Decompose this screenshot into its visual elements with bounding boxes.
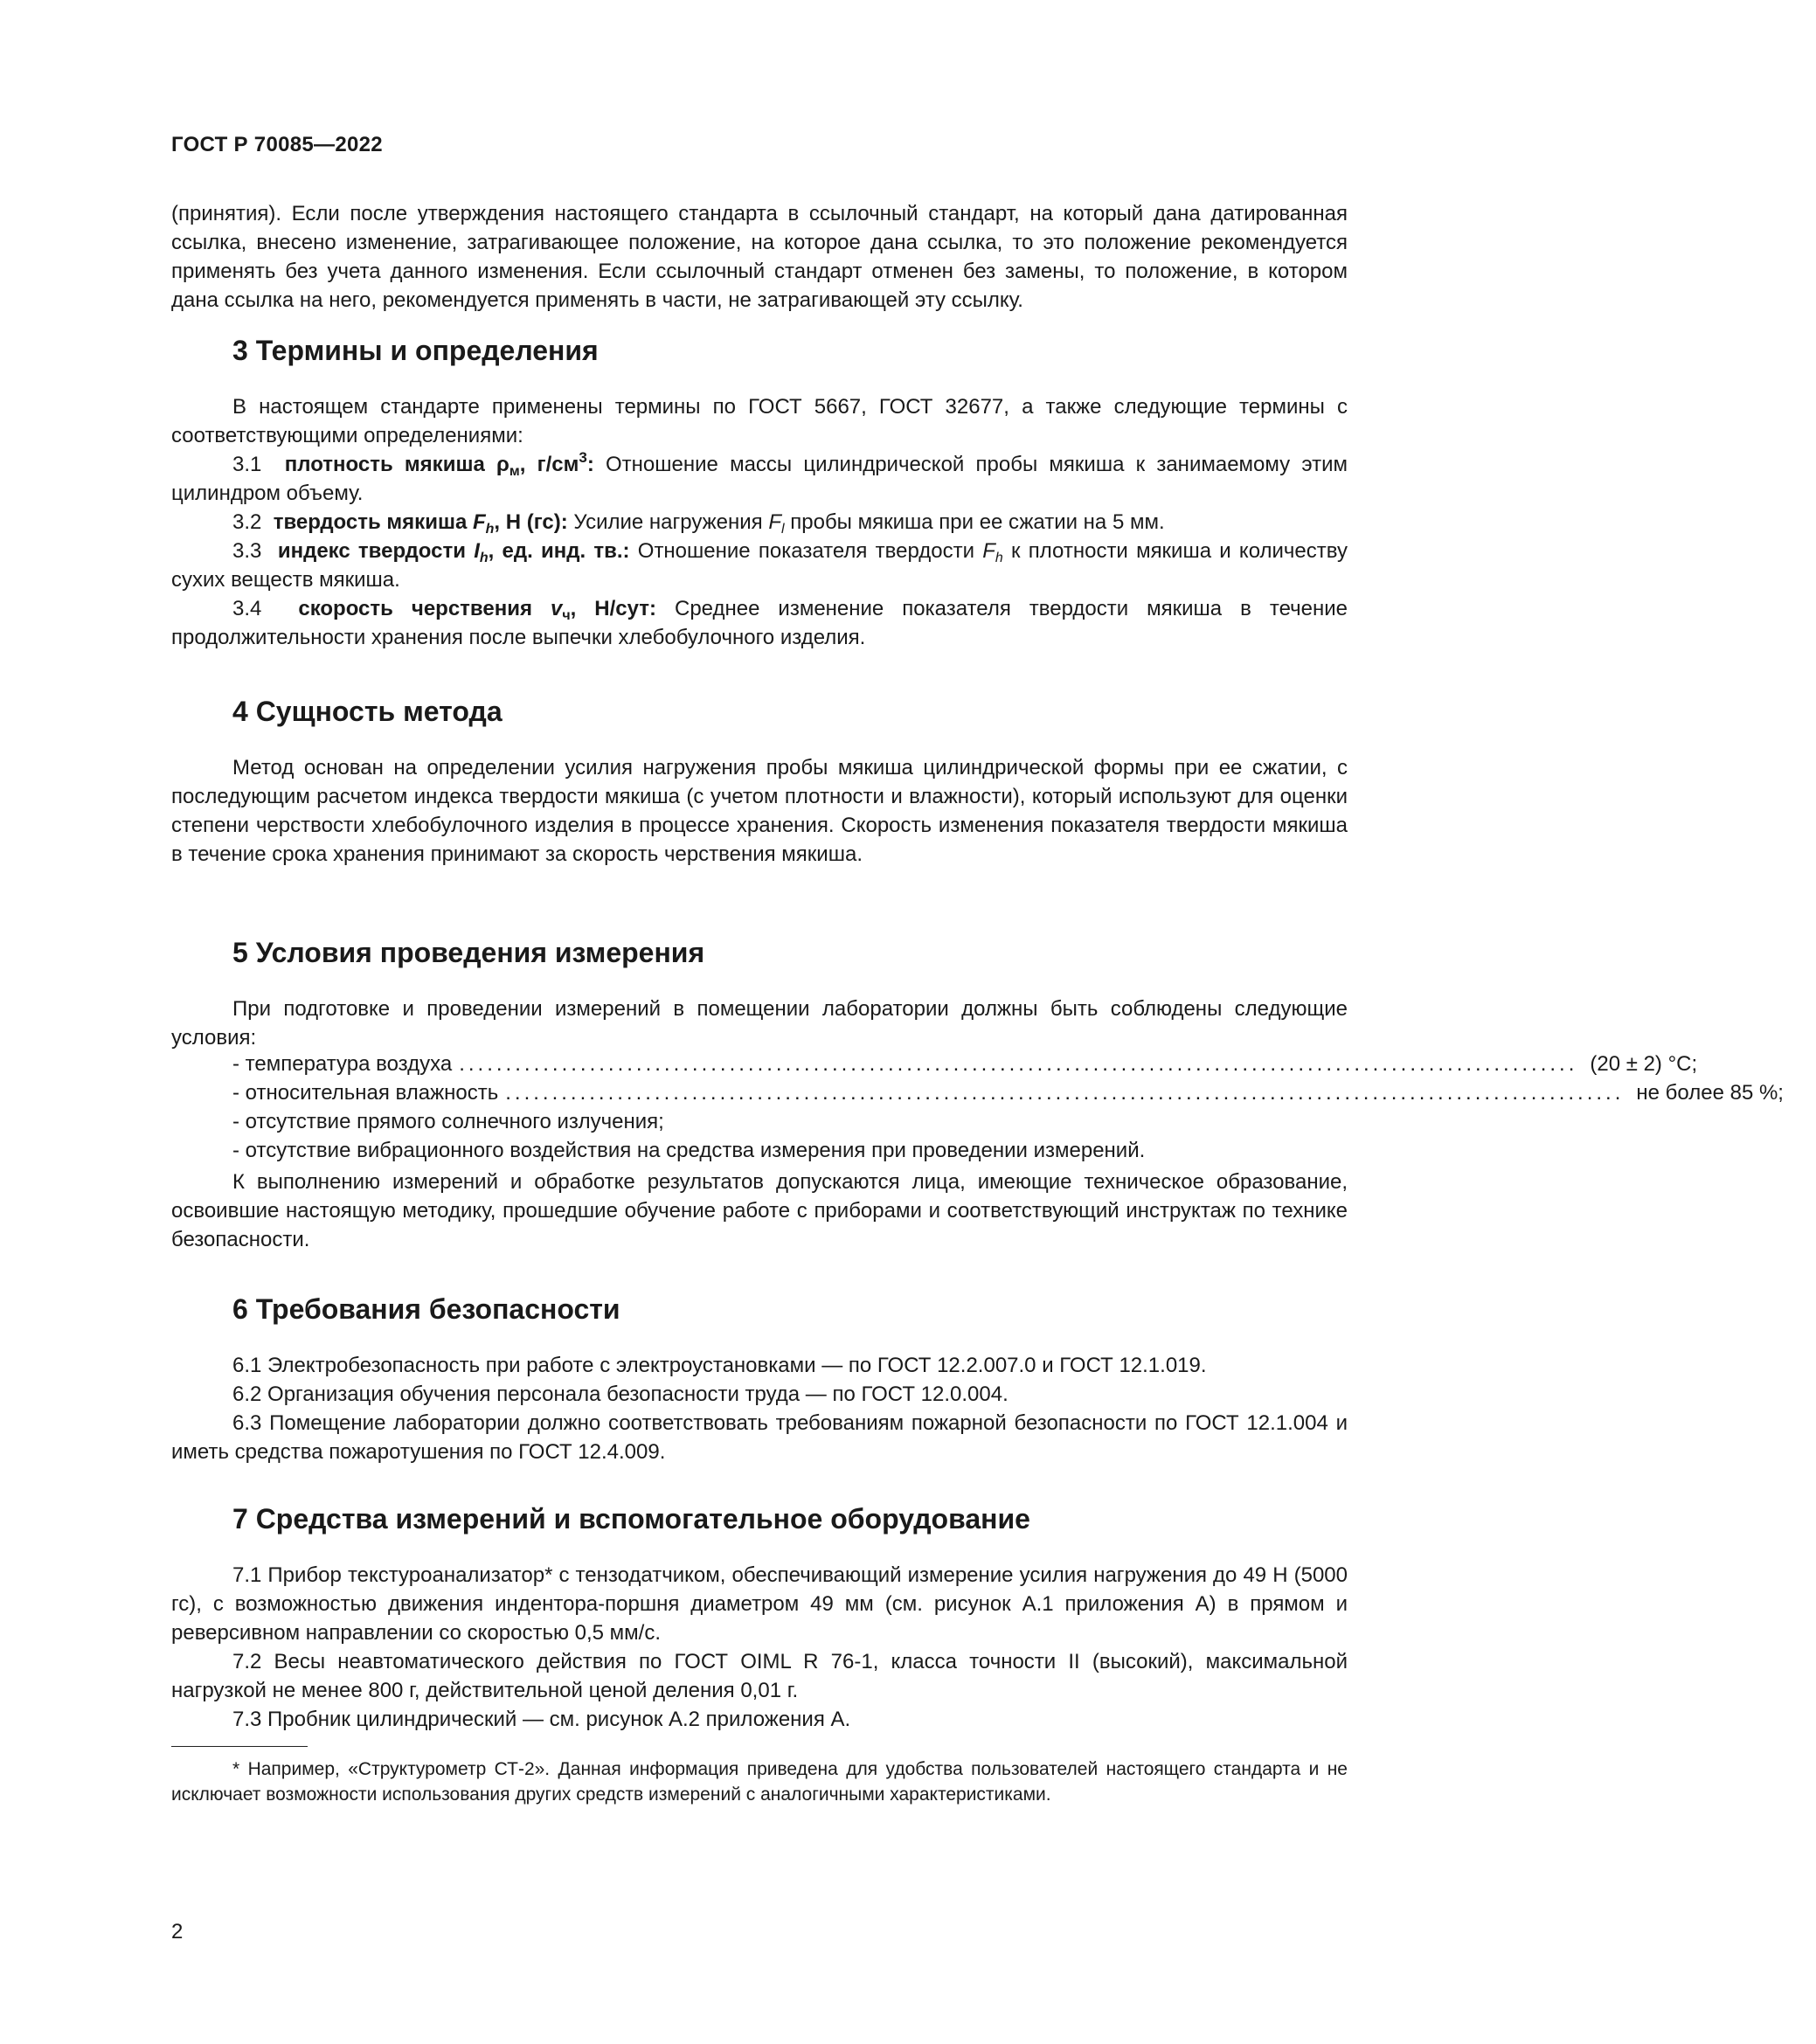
- section-5-title: 5 Условия проведения измерения: [232, 937, 705, 968]
- condition-no-vibration: - отсутствие вибрационного воздействия на средства измерения при проведении измерений.: [232, 1139, 1146, 1162]
- term-3-2: 3.2 твердость мякиша $F_h$, Н (гс): Усилие нагружения $F_l$ пробы мякиша при ее сжатии на 5 мм.: [232, 510, 1165, 537]
- page-number: 2: [171, 1920, 184, 1944]
- clause-7-2: 7.2 Весы неавтоматического действия по ГОСТ OIML R 76-1, класса точности II (высокий), максимальной нагрузкой не менее 800 г, действительной ценой деления 0,01 г.: [171, 1650, 1348, 1702]
- section-5-staff: К выполнению измерений и обработке результатов допускаются лица, имеющие техническое образование, освоившие настоящую методику, прошедшие обучение работе с приборами и соответствующий инструктаж по технике безопасности.: [171, 1170, 1348, 1251]
- section-4-title: 4 Сущность метода: [232, 696, 503, 727]
- section-3-intro: В настоящем стандарте применены термины по ГОСТ 5667, ГОСТ 32677, а также следующие термины с соответствующими определениями:: [171, 395, 1348, 447]
- section-7-title: 7 Средства измерений и вспомогательное оборудование: [232, 1503, 1030, 1535]
- section-5-intro: При подготовке и проведении измерений в помещении лаборатории должны быть соблюдены следующие условия:: [171, 997, 1348, 1050]
- term-3-1: 3.1 плотность мякиша $\rho_м$, $г/см^3$: Отношение массы цилиндрической пробы мякиша к занимаемому этим цилиндром объему.: [171, 449, 1348, 505]
- clause-7-3: 7.3 Пробник цилиндрический — см. рисунок А.2 приложения А.: [232, 1708, 851, 1731]
- document-header: ГОСТ Р 70085—2022: [171, 133, 383, 156]
- condition-humidity: - относительная влажность ........................................................................................................................ не более 85 %;: [232, 1081, 1784, 1105]
- footnote: * Например, «Структурометр СТ-2». Данная информация приведена для удобства пользователей настоящего стандарта и не исключает возможности использования других средств измерений с аналогичными характеристиками.: [171, 1759, 1348, 1805]
- section-6-title: 6 Требования безопасности: [232, 1293, 620, 1325]
- clause-7-1: 7.1 Прибор текстуроанализатор* с тензодатчиком, обеспечивающий измерение усилия нагружения до 49 Н (5000 гс), с возможностью движения индентора-поршня диаметром 49 мм (см. рисунок А.1 приложения А) в прямом и реверсивном направлении со скоростью 0,5 мм/с.: [171, 1563, 1348, 1645]
- section-4-text: Метод основан на определении усилия нагружения пробы мякиша цилиндрической формы при ее сжатии, с последующим расчетом индекса твердости мякиша (с учетом плотности и влажности), который используют для оценки степени черствости хлебобулочного изделия в процессе хранения. Скорость изменения показателя твердости мякиша в течение срока хранения принимают за скорость черствения мякиша.: [171, 756, 1348, 866]
- term-3-3: 3.3 индекс твердости $I_h$, ед. инд. тв.: Отношение показателя твердости $F_h$ к плотности мякиша и количеству сухих веществ мякиша.: [171, 539, 1348, 592]
- intro-paragraph: (принятия). Если после утверждения настоящего стандарта в ссылочный стандарт, на который дана датированная ссылка, внесено изменение, затрагивающее положение, на которое дана ссылка, то это положение рекомендуется применять без учета данного изменения. Если ссылочный стандарт отменен без замены, то положение, в котором дана ссылка на него, рекомендуется применять в части, не затрагивающей эту ссылку.: [171, 202, 1348, 312]
- condition-temperature: - температура воздуха ........................................................................................................................ (20 ± 2) °C;: [232, 1052, 1698, 1076]
- clause-6-3: 6.3 Помещение лаборатории должно соответствовать требованиям пожарной безопасности по ГОСТ 12.1.004 и иметь средства пожаротушения по ГОСТ 12.4.009.: [171, 1411, 1348, 1464]
- condition-no-sunlight: - отсутствие прямого солнечного излучения;: [232, 1110, 664, 1133]
- footnote-separator: [171, 1746, 308, 1747]
- term-3-4: 3.4 скорость черствения $v_ч$, Н/сут: Среднее изменение показателя твердости мякиша в течение продолжительности хранения после выпечки хлебобулочного изделия.: [171, 597, 1348, 649]
- section-3-title: 3 Термины и определения: [232, 335, 599, 366]
- clause-6-1: 6.1 Электробезопасность при работе с электроустановками — по ГОСТ 12.2.007.0 и ГОСТ 12.1.019.: [232, 1354, 1207, 1377]
- clause-6-2: 6.2 Организация обучения персонала безопасности труда — по ГОСТ 12.0.004.: [232, 1382, 1009, 1406]
